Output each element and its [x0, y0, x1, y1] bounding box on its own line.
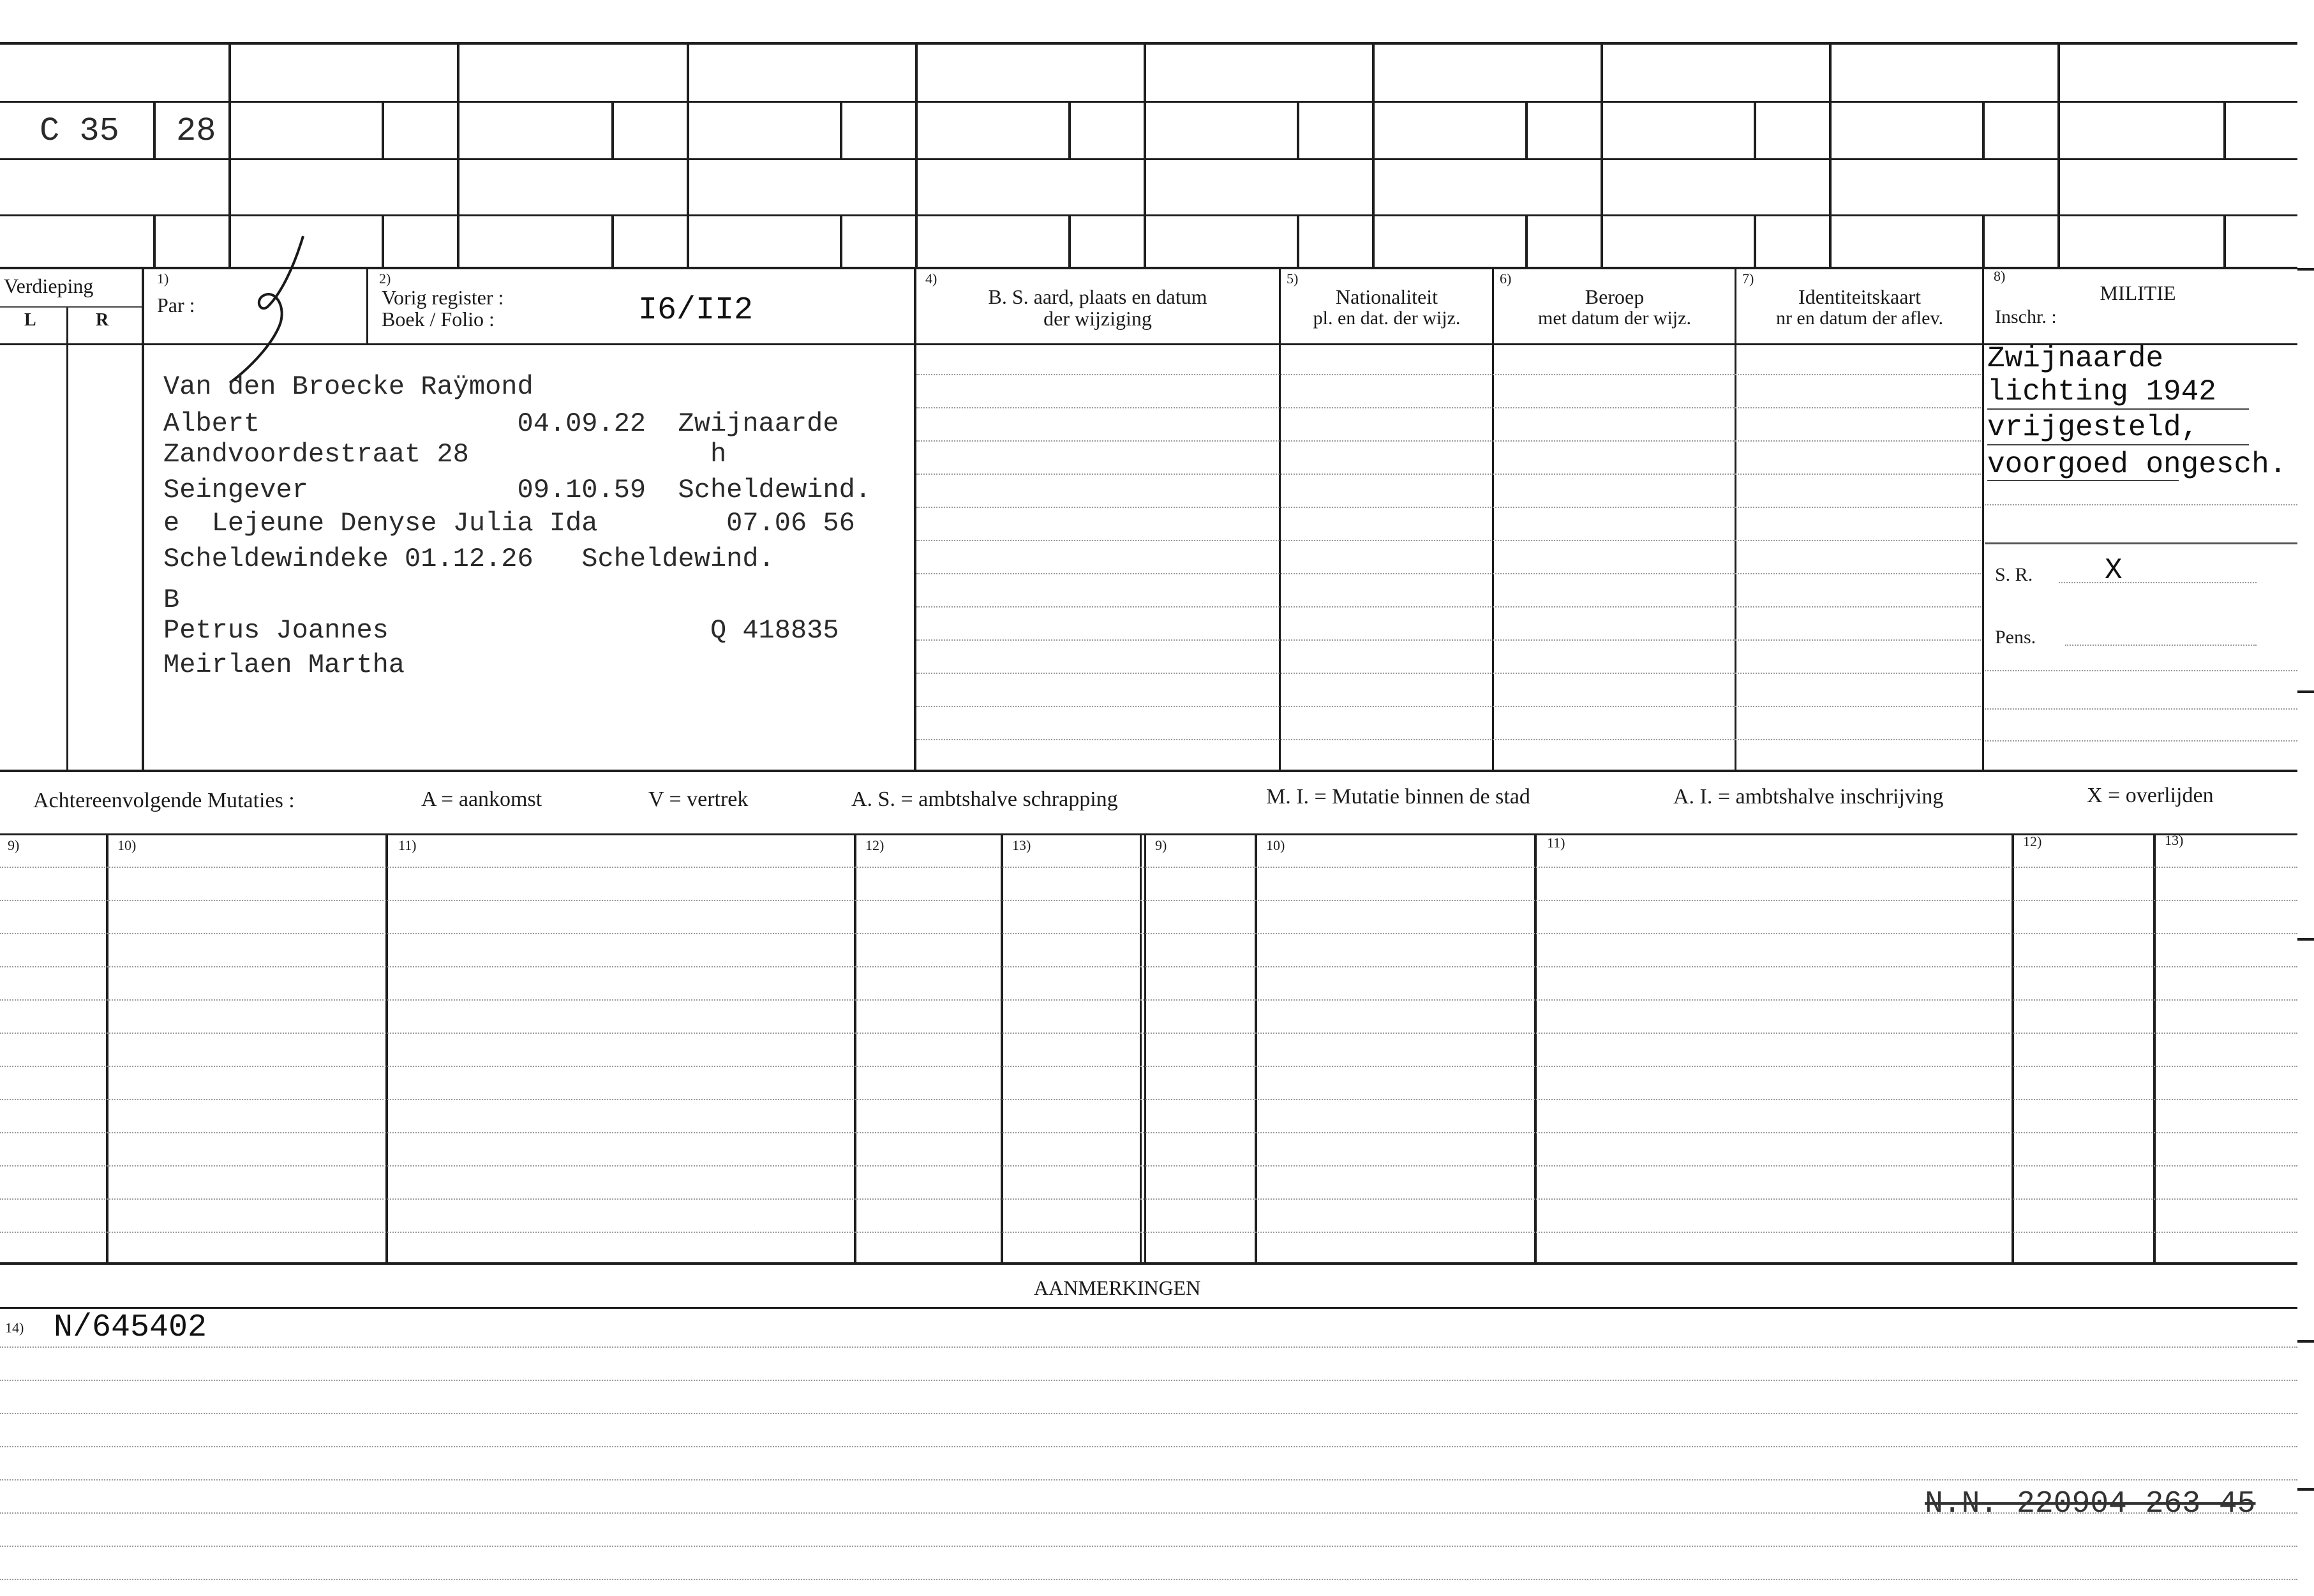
row-line — [916, 573, 1981, 574]
grid-line — [0, 267, 2297, 269]
mutation-legend-item: A = aankomst — [421, 787, 542, 811]
militie-line: lichting 1942 — [1987, 375, 2216, 408]
mutation-legend-item: A. S. = ambtshalve schrapping — [851, 787, 1118, 811]
mutation-row-line — [0, 933, 2297, 934]
person-line: Petrus Joannes Q 418835 — [163, 615, 839, 646]
remarks-line — [0, 1413, 2297, 1414]
person-line: Seingever 09.10.59 Scheldewind. — [163, 475, 871, 505]
underline — [1987, 480, 2179, 481]
grid-subcol — [1297, 101, 1299, 158]
sr-label: S. R. — [1995, 564, 2033, 585]
mutation-col-number: 11) — [398, 837, 417, 853]
grid-subcol — [611, 214, 614, 267]
mutation-col-number: 13) — [2165, 832, 2184, 848]
underline — [1987, 444, 2249, 445]
col5-header-line1: Nationaliteit — [1336, 285, 1438, 308]
grid-subcol — [153, 214, 156, 267]
edge-mark — [2297, 1488, 2314, 1491]
grid-subcol — [840, 214, 842, 267]
mutation-row-line — [0, 1198, 2297, 1200]
edge-mark — [2297, 938, 2314, 941]
col-divider — [1735, 267, 1736, 770]
grid-subcol — [2223, 101, 2226, 158]
boek-folio-label: Boek / Folio : — [382, 308, 495, 331]
boek-folio-value: I6/II2 — [638, 292, 754, 329]
col5-header-line2: pl. en dat. der wijz. — [1313, 308, 1461, 329]
remarks-divider — [0, 1307, 2297, 1309]
mutations-title: Achtereenvolgende Mutaties : — [33, 789, 295, 812]
sr-value: X — [2105, 554, 2123, 587]
row-line — [916, 540, 1981, 541]
militie-line: voorgoed ongesch. — [1987, 448, 2287, 481]
row-line — [1985, 504, 2297, 505]
vorig-register-label: Vorig register : — [382, 286, 504, 309]
mutation-row-line — [0, 900, 2297, 901]
person-line: Scheldewindeke 01.12.26 Scheldewind. — [163, 544, 775, 574]
footer-code: N.N. 220904 263 45 — [1925, 1487, 2256, 1521]
mutation-table-bottom — [0, 1262, 2297, 1265]
inschr-label: Inschr. : — [1995, 306, 2057, 327]
col-number: 2) — [379, 271, 391, 287]
mutation-col-number: 12) — [2023, 833, 2042, 849]
mutation-col-number: 11) — [1547, 835, 1565, 851]
person-line: Meirlaen Martha — [163, 650, 405, 680]
mutation-row-line — [0, 1132, 2297, 1133]
grid-subcol — [1068, 214, 1071, 267]
grid-subcol — [1982, 214, 1985, 267]
mutation-row-line — [0, 1165, 2297, 1167]
grid-subcol — [2223, 214, 2226, 267]
top-border — [0, 42, 2297, 45]
row-line — [1985, 708, 2297, 710]
remarks-line — [0, 1479, 2297, 1480]
row-line — [916, 673, 1981, 674]
person-line: B — [163, 585, 180, 615]
remarks-number: 14) — [5, 1320, 24, 1336]
grid-subcol — [1525, 101, 1528, 158]
militie-header: MILITIE — [2100, 281, 2176, 304]
col6-header-line2: met datum der wijz. — [1538, 308, 1691, 329]
row-line — [916, 739, 1981, 740]
col-divider — [1492, 267, 1494, 770]
mutation-row-line — [0, 1099, 2297, 1100]
col-number: 1) — [157, 271, 169, 287]
col7-header-line2: nr en datum der aflev. — [1775, 308, 1944, 329]
top-number: 28 — [176, 112, 216, 150]
grid-line — [0, 214, 2297, 216]
col-number: 4) — [925, 271, 937, 287]
remarks-line — [0, 1579, 2297, 1580]
grid-subcol — [1068, 101, 1071, 158]
grid-subcol — [1297, 214, 1299, 267]
col-divider — [366, 267, 368, 343]
col-number: 8) — [1994, 268, 2006, 284]
mutation-legend-item: M. I. = Mutatie binnen de stad — [1266, 785, 1530, 809]
col-divider — [914, 267, 916, 770]
underline — [1987, 408, 2249, 410]
grid-col — [1372, 42, 1375, 267]
grid-col — [915, 42, 918, 267]
grid-subcol — [1754, 101, 1756, 158]
col-number: 7) — [1742, 271, 1754, 287]
par-label: Par : — [157, 294, 195, 317]
row-line — [916, 706, 1981, 707]
mutation-col-number: 12) — [865, 837, 885, 853]
mutation-row-line — [0, 1066, 2297, 1067]
grid-col — [2057, 42, 2060, 267]
row-line — [1985, 740, 2297, 742]
col7-header-line1: Identiteitskaart — [1798, 285, 1921, 308]
top-code: C 35 — [40, 112, 119, 150]
verdieping-label: Verdieping — [4, 274, 94, 297]
mutation-row-line — [0, 1232, 2297, 1233]
mutation-col-number: 10) — [1266, 837, 1285, 853]
grid-subcol — [1754, 214, 1756, 267]
grid-subcol — [153, 101, 156, 158]
mutation-row-line — [0, 966, 2297, 967]
edge-mark — [2297, 268, 2314, 271]
mutation-row-line — [0, 999, 2297, 1001]
mutation-legend-item: A. I. = ambtshalve inschrijving — [1673, 785, 1944, 809]
grid-subcol — [840, 101, 842, 158]
remarks-line — [0, 1446, 2297, 1447]
mutation-legend-item: X = overlijden — [2087, 784, 2214, 807]
remarks-line — [0, 1346, 2297, 1348]
col6-header-line1: Beroep — [1585, 285, 1645, 308]
row-line — [916, 440, 1981, 442]
remarks-line — [0, 1546, 2297, 1547]
section-bottom — [0, 770, 2297, 772]
row-line — [1985, 542, 2297, 544]
pens-label: Pens. — [1995, 627, 2036, 648]
remarks-value: N/645402 — [54, 1309, 207, 1346]
grid-subcol — [382, 214, 384, 267]
edge-mark — [2297, 1340, 2314, 1343]
militie-line: Zwijnaarde — [1987, 342, 2164, 375]
grid-col — [1829, 42, 1832, 267]
verdieping-line — [0, 306, 142, 308]
grid-subcol — [1982, 101, 1985, 158]
edge-mark — [2297, 690, 2314, 693]
grid-col — [687, 42, 689, 267]
grid-subcol — [611, 101, 614, 158]
row-line — [916, 507, 1981, 508]
r-label: R — [96, 310, 109, 330]
mutation-col-number: 9) — [1155, 837, 1167, 853]
mutation-col-number: 10) — [117, 837, 137, 853]
mutation-legend-item: V = vertrek — [648, 787, 749, 811]
col-divider — [1279, 267, 1281, 770]
col4-header-line2: der wijziging — [1043, 307, 1152, 330]
mutation-row-line — [0, 867, 2297, 868]
col-divider — [1982, 267, 1984, 770]
pens-line — [2065, 645, 2257, 646]
grid-col — [457, 42, 459, 267]
person-line: Van den Broecke Raÿmond — [163, 371, 534, 402]
row-line — [916, 639, 1981, 641]
header-divider — [0, 343, 2297, 345]
col-number: 6) — [1500, 271, 1512, 287]
grid-subcol — [1525, 214, 1528, 267]
mutation-col-number: 13) — [1012, 837, 1031, 853]
person-line: e Lejeune Denyse Julia Ida 07.06 56 — [163, 508, 855, 539]
row-line — [916, 407, 1981, 408]
l-label: L — [24, 310, 36, 330]
remarks-line — [0, 1380, 2297, 1381]
row-line — [916, 374, 1981, 375]
col-number: 5) — [1287, 271, 1299, 287]
mutation-table-top — [0, 833, 2297, 835]
sr-line — [2059, 582, 2257, 583]
row-line — [916, 474, 1981, 475]
row-line — [916, 606, 1981, 608]
grid-col — [1144, 42, 1146, 267]
person-line: Albert 04.09.22 Zwijnaarde — [163, 408, 839, 439]
person-line: Zandvoordestraat 28 h — [163, 439, 727, 470]
grid-line — [0, 101, 2297, 103]
col-divider — [66, 306, 68, 770]
row-line — [1985, 670, 2297, 671]
col4-header-line1: B. S. aard, plaats en datum — [988, 285, 1207, 308]
mutation-col-number: 9) — [8, 837, 20, 853]
col-divider — [142, 267, 144, 770]
mutation-row-line — [0, 1033, 2297, 1034]
grid-line — [0, 158, 2297, 160]
grid-subcol — [382, 101, 384, 158]
militie-line: vrijgesteld, — [1987, 411, 2199, 444]
remarks-title: AANMERKINGEN — [1034, 1276, 1201, 1299]
signature-mark — [217, 230, 319, 389]
grid-col — [1601, 42, 1603, 267]
